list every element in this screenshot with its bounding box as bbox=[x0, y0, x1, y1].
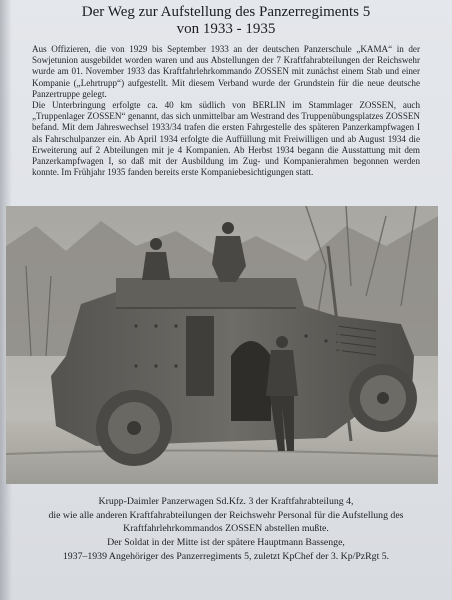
armored-car-photo-drawing bbox=[6, 206, 438, 484]
page-subtitle: von 1933 - 1935 bbox=[176, 21, 276, 37]
caption-line-1: Krupp-Daimler Panzerwagen Sd.Kfz. 3 der Kraftfahrabteilung 4, bbox=[98, 496, 354, 507]
page-title: Der Weg zur Aufstellung des Panzerregiments 5 bbox=[81, 4, 371, 20]
body-text bbox=[32, 44, 420, 178]
caption-line-3: Kraftfahrlehrkommandos ZOSSEN abstellen mußte. bbox=[123, 523, 329, 535]
paragraph-1: Aus Offizieren, die von 1929 bis September 1933 an der deutschen Panzerschule „KAMA“ in der Sowjetunion ausgebildet worden waren und aus Abstellungen der 7 Kraftfahrabteilungen der Reichswehr wurde am 01. November 1933 das Kraftfahrlehrkommando ZOSSEN mit zunächst einem Stab und einer Kompanie („Lehrtrupp“) aufgestellt. Mit diesem Verband wurde der Grundstein für die neue deutsche Panzertruppe gelegt. bbox=[32, 44, 420, 99]
armored-car-photo bbox=[6, 206, 438, 484]
caption-line-5: 1937–1939 Angehöriger des Panzerregiments 5, zuletzt KpChef der 3. Kp/PzRgt 5. bbox=[62, 550, 390, 562]
photo-caption bbox=[12, 495, 440, 564]
caption-line-2: die wie alle anderen Kraftfahrabteilungen der Reichswehr Personal für die Aufstellung des bbox=[48, 509, 404, 521]
caption-line-4: Der Soldat in der Mitte ist der spätere Hauptmann Bassenge, bbox=[107, 537, 345, 549]
paragraph-2: Die Unterbringung erfolgte ca. 40 km südlich von BERLIN im Stammlager ZOSSEN, auch „Truppenlager ZOSSEN“ genannt, das sich unmittelbar am Westrand des Truppenübungsplatzes ZOSSEN befand. Mit dem Jahreswechsel 1933/34 trafen die ersten Fahrgestelle des späteren Panzerkampfwagen I als Fahrschulpanzer ein. Ab April 1934 erfolgte die Auffüllung mit Freiwilligen und ab August 1934 die Erweiterung auf 2 Abteilungen mit je 4 Kompanien. Ab Herbst 1934 begann die Ausstattung mit dem Panzerkampfwagen I, so daß mit der Ausbildung im Zug- und Kompanierahmen begonnen werden konnte. Im Frühjahr 1935 fanden bereits erste Kompaniebesichtigungen statt. bbox=[32, 100, 420, 178]
